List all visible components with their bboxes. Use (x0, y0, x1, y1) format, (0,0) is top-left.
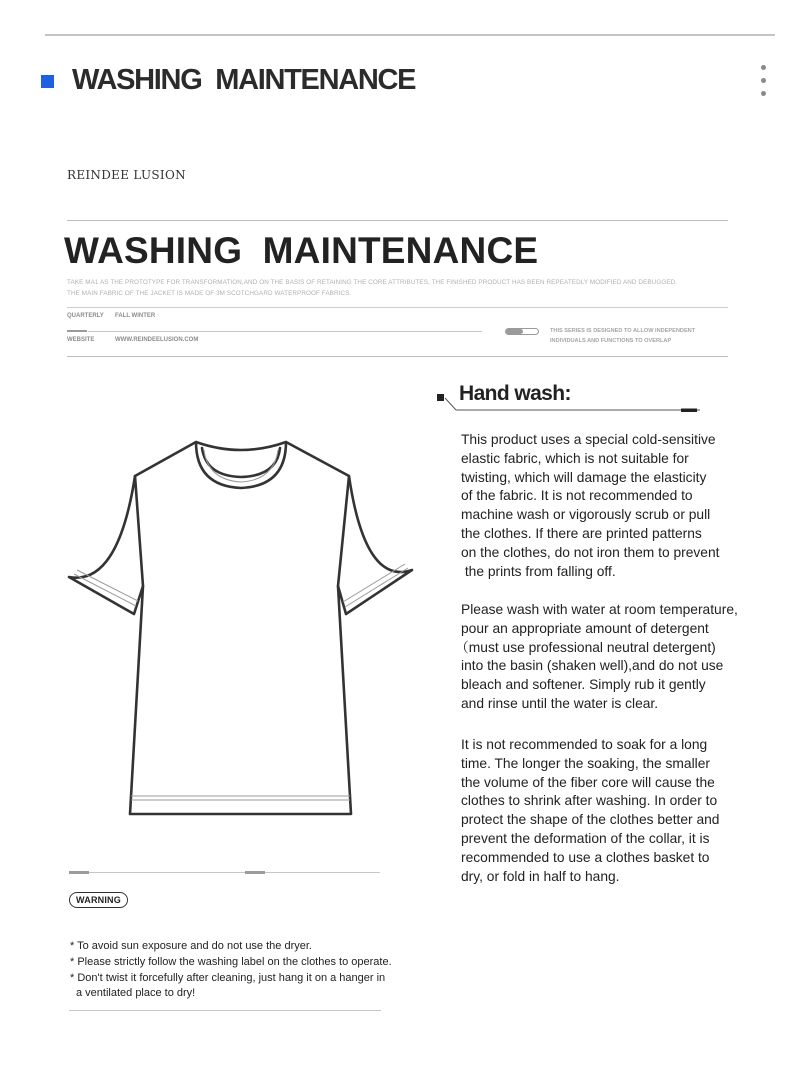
banner-divider-bottom (67, 356, 728, 357)
paragraph-line: on the clothes, do not iron them to prevent (461, 544, 720, 560)
bullet-square-icon (437, 394, 444, 401)
warning-note: * To avoid sun exposure and do not use the dryer. (70, 940, 312, 952)
paragraph-line: bleach and softener. Simply rub it gently (461, 677, 706, 693)
hand-wash-paragraph-1 (461, 431, 719, 581)
paragraph-line: and rinse until the water is clear. (461, 695, 659, 711)
warning-note: a ventilated place to dry! (76, 987, 196, 999)
paragraph-line: protect the shape of the clothes better and (461, 812, 720, 828)
warning-note: * Please strictly follow the washing label on the clothes to operate. (70, 956, 392, 968)
quarterly-label: QUARTERLY (67, 313, 104, 319)
banner-divider-middle (67, 307, 728, 308)
title-underline (444, 396, 700, 414)
paragraph-line: This product uses a special cold-sensitive (461, 432, 716, 447)
paragraph-line: of the fabric. It is not recommended to (461, 488, 693, 504)
banner-description-line-2: THE MAIN FABRIC OF THE JACKET IS MADE OF 3M SCOTCHGARD WATERPROOF FABRICS. (67, 290, 352, 297)
hand-wash-paragraph-3 (461, 736, 719, 886)
paragraph-line: machine wash or vigorously scrub or pull (461, 507, 711, 523)
divider-tick-middle (245, 871, 265, 874)
warning-note: * Don't twist it forcefully after cleaning, just hang it on a hanger in (70, 972, 386, 984)
hand-wash-title: Hand wash: (459, 382, 571, 405)
paragraph-line: Please wash with water at room temperature, (461, 602, 738, 617)
paragraph-line: elastic fabric, which is not suitable for (461, 450, 689, 466)
hand-wash-paragraph-2 (455, 601, 738, 714)
paragraph-line: dry, or fold in half to hang. (461, 868, 620, 884)
website-value: WWW.REINDEELUSION.COM (115, 337, 199, 343)
tshirt-illustration (66, 436, 416, 818)
paragraph-line: the clothes. If there are printed patterns (461, 525, 702, 541)
website-rule (88, 331, 482, 332)
paragraph-line: recommended to use a clothes basket to (461, 849, 710, 865)
season-value: FALL WINTER (115, 313, 156, 319)
banner-description-line-1: TAKE MA1 AS THE PROTOTYPE FOR TRANSFORMATION,AND ON THE BASIS OF RETAINING THE CORE ATTRIBUTES, THE FINISHED PRODUCT HAS BEEN REPEATEDLY MODIFIED AND DEBUGGED. (67, 279, 678, 286)
divider-tick-left (69, 871, 89, 874)
notes-divider (69, 1010, 381, 1011)
section-marker-icon (41, 75, 54, 88)
more-options-icon[interactable] (758, 65, 768, 99)
paragraph-line: pour an appropriate amount of detergent (461, 620, 709, 636)
banner-divider-top (67, 220, 728, 221)
website-label: WEBSITE (67, 337, 95, 343)
paragraph-line: prevent the deformation of the collar, it is (461, 830, 710, 846)
paragraph-line: clothes to shrink after washing. In order to (461, 793, 718, 809)
series-note-line-1: THIS SERIES IS DESIGNED TO ALLOW INDEPENDENT (550, 328, 696, 334)
banner-title: WASHING MAINTENANCE (64, 230, 539, 271)
illustration-divider (69, 872, 380, 873)
page-title: WASHING MAINTENANCE (72, 64, 416, 96)
brand-name: REINDEE LUSION (67, 168, 186, 182)
paragraph-line: the prints from falling off. (461, 563, 616, 579)
series-note-line-2: INDIVIDUALS AND FUNCTIONS TO OVERLAP (550, 338, 672, 344)
paragraph-line: time. The longer the soaking, the smaller (461, 755, 710, 771)
paragraph-line: （must use professional neutral detergent) (455, 639, 716, 655)
paragraph-line: It is not recommended to soak for a long (461, 737, 708, 752)
top-divider (45, 34, 775, 36)
website-rule-accent (67, 330, 87, 332)
paragraph-line: the volume of the fiber core will cause the (461, 774, 715, 790)
toggle-switch-icon (505, 328, 539, 335)
warning-badge: WARNING (69, 892, 128, 908)
paragraph-line: into the basin (shaken well),and do not use (461, 658, 724, 674)
paragraph-line: twisting, which will damage the elasticity (461, 469, 707, 485)
